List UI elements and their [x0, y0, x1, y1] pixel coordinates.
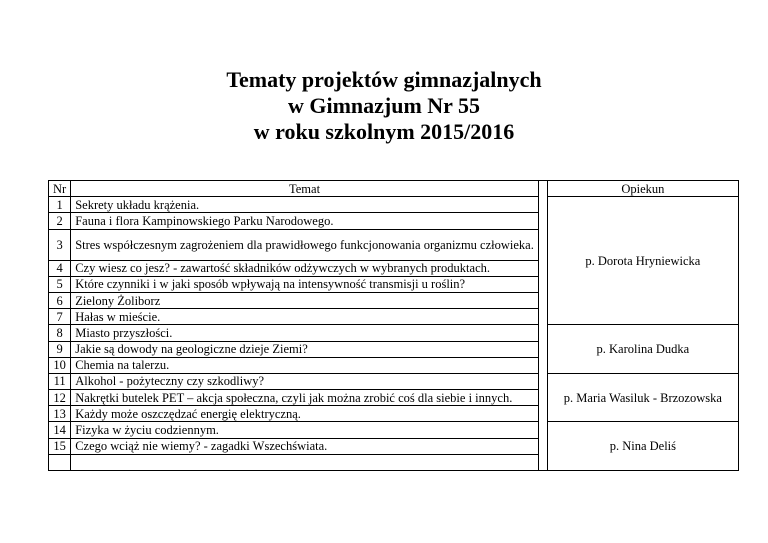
title-line-3: w roku szkolnym 2015/2016 — [253, 119, 515, 144]
row-temat: Fizyka w życiu codziennym. — [71, 422, 539, 438]
row-temat: Fauna i flora Kampinowskiego Parku Narodowego. — [71, 213, 539, 229]
row-nr: 4 — [49, 260, 71, 276]
row-temat: Czy wiesz co jesz? - zawartość składników odżywczych w wybranych produktach. — [71, 260, 539, 276]
row-nr: 1 — [49, 197, 71, 213]
row-nr: 8 — [49, 325, 71, 341]
row-nr: 11 — [49, 373, 71, 389]
row-temat: Czego wciąż nie wiemy? - zagadki Wszechświata. — [71, 438, 539, 454]
row-temat: Nakrętki butelek PET – akcja społeczna, czyli jak można zrobić coś dla siebie i innych. — [71, 390, 539, 406]
row-nr: 5 — [49, 276, 71, 292]
row-nr: 10 — [49, 357, 71, 373]
row-temat: Sekrety układu krążenia. — [71, 197, 539, 213]
row-nr: 3 — [49, 229, 71, 260]
row-temat: Stres współczesnym zagrożeniem dla prawidłowego funkcjonowania organizmu człowieka. — [71, 229, 539, 260]
row-temat: Które czynniki i w jaki sposób wpływają na intensywność transmisji u roślin? — [71, 276, 539, 292]
topics-table — [48, 180, 739, 471]
header-opiekun: Opiekun — [547, 181, 738, 197]
row-nr — [49, 454, 71, 470]
title-line-1: Tematy projektów gimnazjalnych — [226, 67, 542, 92]
row-temat: Każdy może oszczędzać energię elektryczną. — [71, 406, 539, 422]
table-header-row — [49, 181, 739, 197]
opiekun-cell: p. Maria Wasiluk - Brzozowska — [547, 373, 738, 422]
column-gap — [538, 181, 547, 471]
row-nr: 6 — [49, 292, 71, 308]
row-nr: 14 — [49, 422, 71, 438]
document-title — [0, 67, 768, 145]
row-nr: 9 — [49, 341, 71, 357]
table-row — [49, 197, 739, 213]
row-temat: Zielony Żoliborz — [71, 292, 539, 308]
row-temat: Miasto przyszłości. — [71, 325, 539, 341]
row-nr: 12 — [49, 390, 71, 406]
header-nr: Nr — [49, 181, 71, 197]
row-temat: Alkohol - pożyteczny czy szkodliwy? — [71, 373, 539, 389]
row-nr: 7 — [49, 309, 71, 325]
row-temat — [71, 454, 539, 470]
row-nr: 2 — [49, 213, 71, 229]
table-row — [49, 373, 739, 389]
table-row — [49, 325, 739, 341]
opiekun-cell: p. Karolina Dudka — [547, 325, 738, 374]
table-row — [49, 422, 739, 438]
row-nr: 15 — [49, 438, 71, 454]
title-line-2: w Gimnazjum Nr 55 — [287, 93, 481, 118]
row-temat: Chemia na talerzu. — [71, 357, 539, 373]
header-temat: Temat — [71, 181, 539, 197]
row-temat: Hałas w mieście. — [71, 309, 539, 325]
opiekun-cell: p. Nina Deliś — [547, 422, 738, 471]
opiekun-cell: p. Dorota Hryniewicka — [547, 197, 738, 325]
row-temat: Jakie są dowody na geologiczne dzieje Ziemi? — [71, 341, 539, 357]
row-nr: 13 — [49, 406, 71, 422]
